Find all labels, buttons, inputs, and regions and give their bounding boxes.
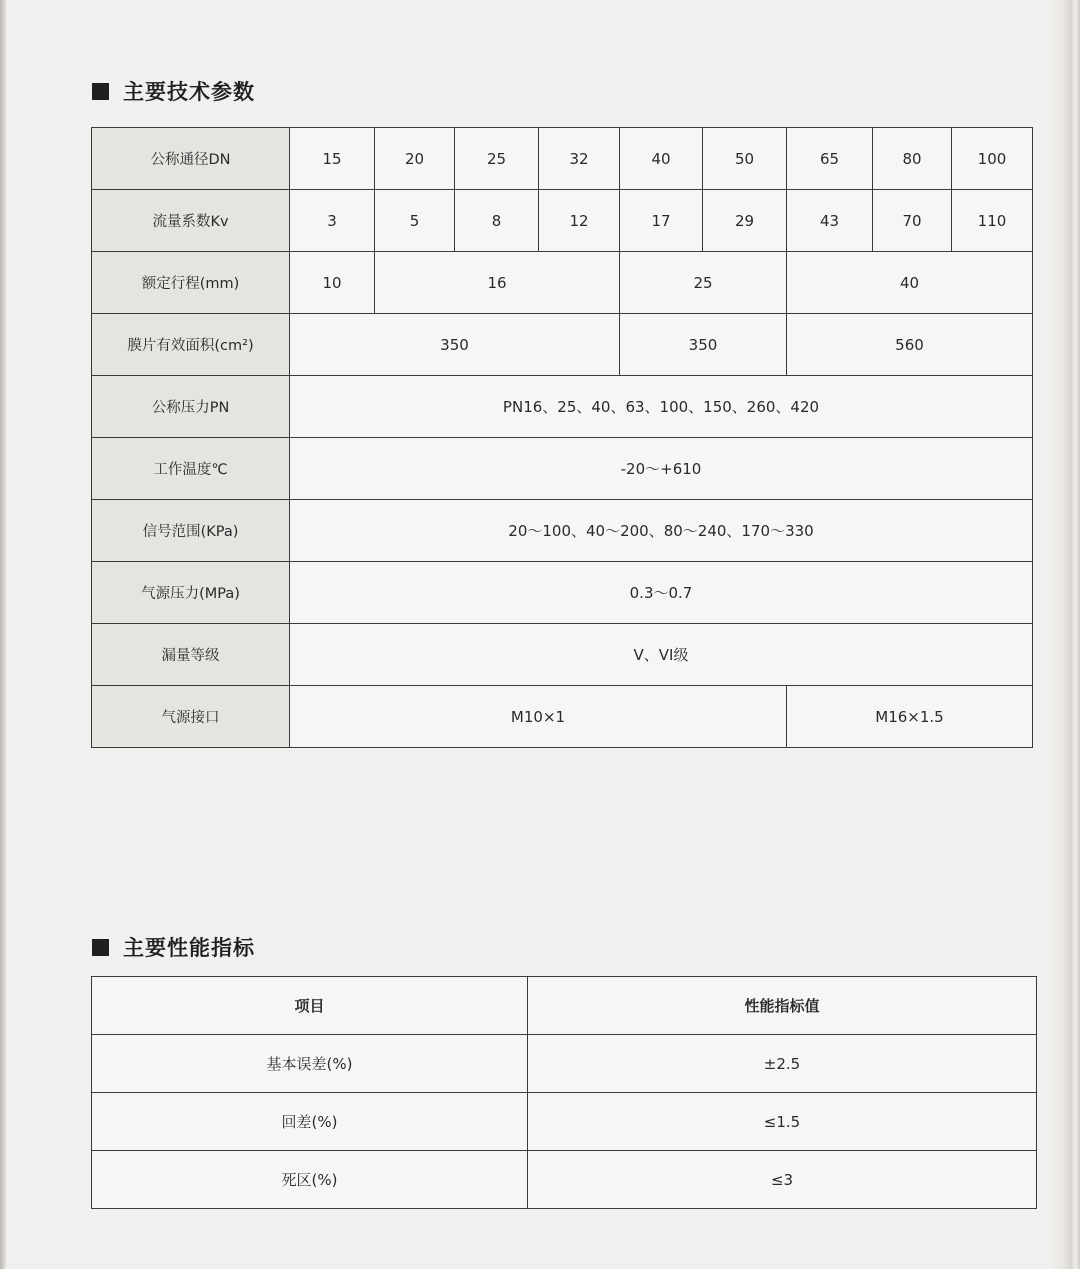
row-rated-stroke xyxy=(92,252,1033,314)
kv-cell: 3 xyxy=(290,190,375,252)
label-diaphragm-area: 膜片有效面积(cm²) xyxy=(92,314,290,376)
dn-cell: 50 xyxy=(703,128,787,190)
kv-cell: 29 xyxy=(703,190,787,252)
performance-table xyxy=(91,976,1037,1209)
dn-cell: 65 xyxy=(787,128,873,190)
row-nominal-pressure xyxy=(92,376,1033,438)
perf-row xyxy=(92,1151,1037,1209)
air-connection-cell: M16×1.5 xyxy=(787,686,1033,748)
perf-row xyxy=(92,1093,1037,1151)
label-supply-pressure: 气源压力(MPa) xyxy=(92,562,290,624)
page-edge-right xyxy=(1050,0,1080,1269)
dn-cell: 20 xyxy=(375,128,455,190)
page-edge-left xyxy=(0,0,6,1269)
perf-header-item: 项目 xyxy=(92,977,528,1035)
row-signal-range xyxy=(92,500,1033,562)
perf-item: 回差(%) xyxy=(92,1093,528,1151)
leakage-class-value: V、VI级 xyxy=(290,624,1033,686)
label-nominal-pressure: 公称压力PN xyxy=(92,376,290,438)
tech-section-heading xyxy=(92,76,255,106)
kv-cell: 17 xyxy=(620,190,703,252)
perf-value: ≤1.5 xyxy=(528,1093,1037,1151)
perf-header-row xyxy=(92,977,1037,1035)
dn-cell: 15 xyxy=(290,128,375,190)
label-flow-coefficient: 流量系数Kv xyxy=(92,190,290,252)
perf-value: ≤3 xyxy=(528,1151,1037,1209)
nominal-pressure-value: PN16、25、40、63、100、150、260、420 xyxy=(290,376,1033,438)
perf-value: ±2.5 xyxy=(528,1035,1037,1093)
kv-cell: 12 xyxy=(539,190,620,252)
stroke-cell: 40 xyxy=(787,252,1033,314)
dn-cell: 80 xyxy=(873,128,952,190)
dn-cell: 100 xyxy=(952,128,1033,190)
signal-range-value: 20～100、40～200、80～240、170～330 xyxy=(290,500,1033,562)
square-bullet-icon xyxy=(92,939,109,956)
perf-item: 死区(%) xyxy=(92,1151,528,1209)
perf-section-title: 主要性能指标 xyxy=(123,936,255,960)
dn-cell: 40 xyxy=(620,128,703,190)
area-cell: 560 xyxy=(787,314,1033,376)
supply-pressure-value: 0.3～0.7 xyxy=(290,562,1033,624)
label-air-connection: 气源接口 xyxy=(92,686,290,748)
kv-cell: 5 xyxy=(375,190,455,252)
stroke-cell: 16 xyxy=(375,252,620,314)
kv-cell: 70 xyxy=(873,190,952,252)
label-nominal-diameter: 公称通径DN xyxy=(92,128,290,190)
row-diaphragm-area xyxy=(92,314,1033,376)
area-cell: 350 xyxy=(620,314,787,376)
label-signal-range: 信号范围(KPa) xyxy=(92,500,290,562)
air-connection-cell: M10×1 xyxy=(290,686,787,748)
perf-item: 基本误差(%) xyxy=(92,1035,528,1093)
row-nominal-diameter xyxy=(92,128,1033,190)
perf-row xyxy=(92,1035,1037,1093)
row-supply-pressure xyxy=(92,562,1033,624)
row-working-temperature xyxy=(92,438,1033,500)
stroke-cell: 25 xyxy=(620,252,787,314)
perf-section-heading xyxy=(92,932,255,962)
dn-cell: 32 xyxy=(539,128,620,190)
row-flow-coefficient xyxy=(92,190,1033,252)
stroke-cell: 10 xyxy=(290,252,375,314)
square-bullet-icon xyxy=(92,83,109,100)
row-air-connection xyxy=(92,686,1033,748)
label-leakage-class: 漏量等级 xyxy=(92,624,290,686)
working-temperature-value: -20～+610 xyxy=(290,438,1033,500)
kv-cell: 43 xyxy=(787,190,873,252)
label-working-temperature: 工作温度℃ xyxy=(92,438,290,500)
area-cell: 350 xyxy=(290,314,620,376)
row-leakage-class xyxy=(92,624,1033,686)
kv-cell: 110 xyxy=(952,190,1033,252)
perf-header-value: 性能指标值 xyxy=(528,977,1037,1035)
dn-cell: 25 xyxy=(455,128,539,190)
tech-section-title: 主要技术参数 xyxy=(123,80,255,104)
tech-params-table xyxy=(91,127,1033,748)
kv-cell: 8 xyxy=(455,190,539,252)
label-rated-stroke: 额定行程(mm) xyxy=(92,252,290,314)
